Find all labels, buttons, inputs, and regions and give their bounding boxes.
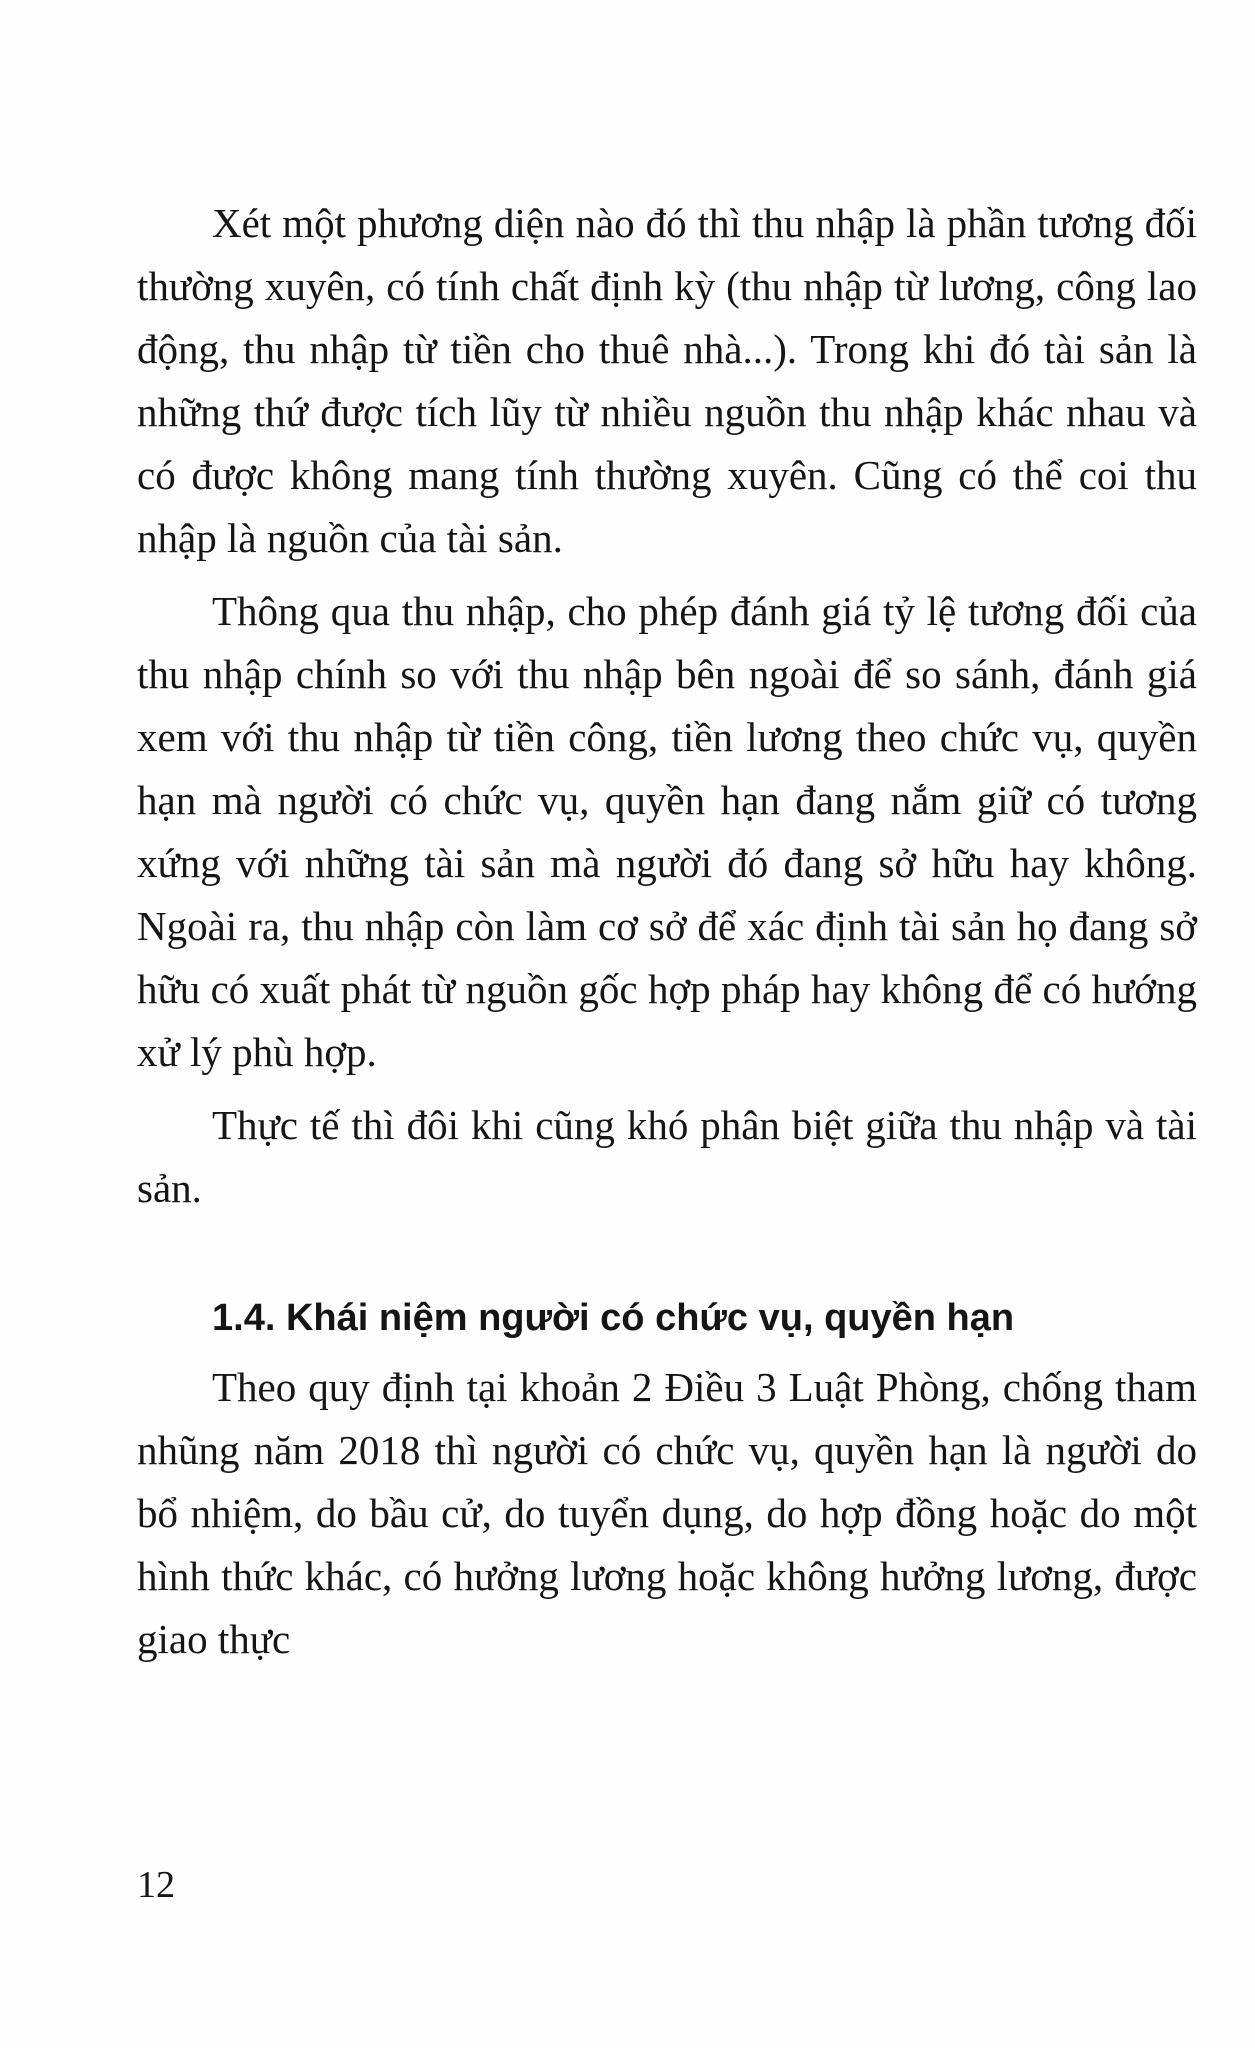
paragraph-income-vs-assets: Xét một phương diện nào đó thì thu nhập là phần tương đối thường xuyên, có tính chất định kỳ (thu nhập từ lương, công lao động, thu nhập từ tiền cho thuê nhà...). Trong khi đó tài sản là những thứ được tích lũy từ nhiều nguồn thu nhập khác nhau và có được không mang tính thường xuyên. Cũng có thể coi thu nhập là nguồn của tài sản. (137, 200, 1197, 561)
page-number: 12 (137, 1864, 175, 1906)
paragraph-definition: Theo quy định tại khoản 2 Điều 3 Luật Phòng, chống tham nhũng năm 2018 thì người có chức vụ, quyền hạn là người do bổ nhiệm, do bầu cử, do tuyển dụng, do hợp đồng hoặc do một hình thức khác, có hưởng lương hoặc không hưởng lương, được giao thực (137, 1364, 1197, 1662)
paragraph-distinction: Thực tế thì đôi khi cũng khó phân biệt giữa thu nhập và tài sản. (137, 1102, 1197, 1211)
section-heading: 1.4. Khái niệm người có chức vụ, quyền hạn (212, 1297, 1015, 1339)
page-content (137, 192, 1197, 1681)
paragraph-income-evaluation: Thông qua thu nhập, cho phép đánh giá tỷ lệ tương đối của thu nhập chính so với thu nhập bên ngoài để so sánh, đánh giá xem với thu nhập từ tiền công, tiền lương theo chức vụ, quyền hạn mà người có chức vụ, quyền hạn đang nắm giữ có tương xứng với những tài sản mà người đó đang sở hữu hay không. Ngoài ra, thu nhập còn làm cơ sở để xác định tài sản họ đang sở hữu có xuất phát từ nguồn gốc hợp pháp hay không để có hướng xử lý phù hợp. (137, 588, 1197, 1075)
